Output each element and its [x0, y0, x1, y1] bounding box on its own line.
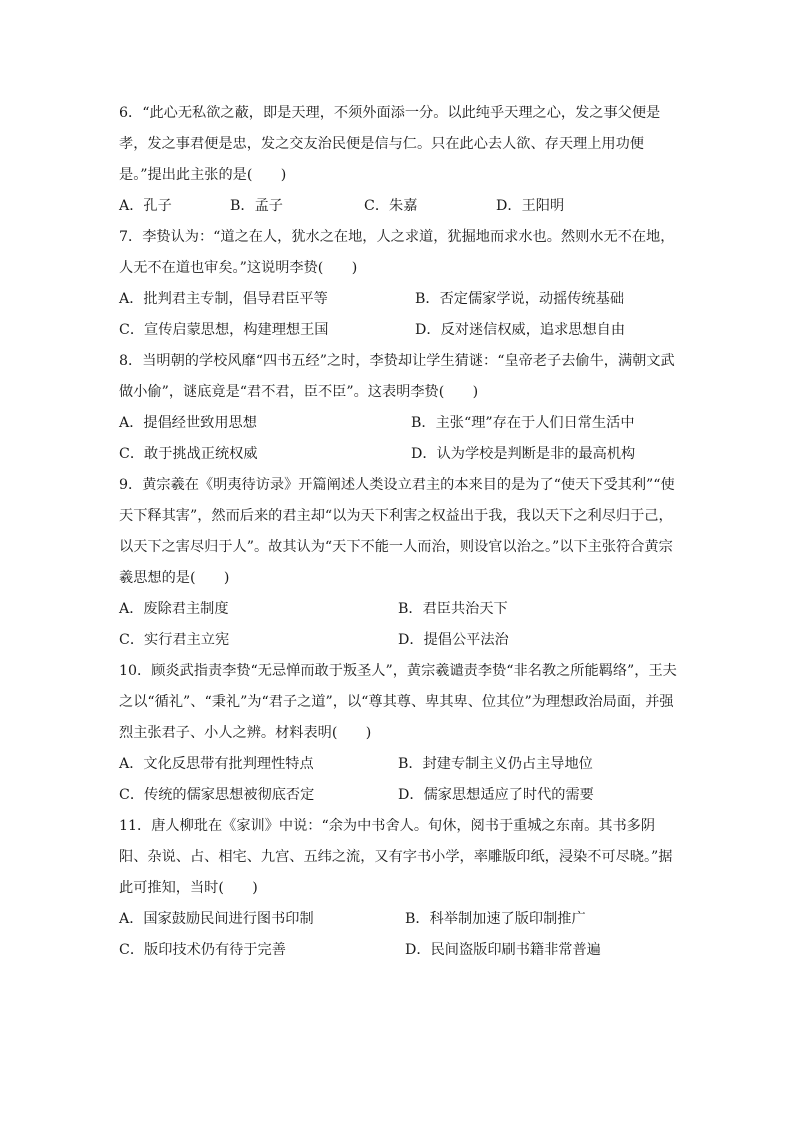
- option-b[interactable]: B．否定儒家学说，动摇传统基础: [415, 291, 625, 307]
- question-7: [119, 222, 679, 346]
- option-list: [119, 408, 679, 470]
- option-b[interactable]: B．主张“理”存在于人们日常生活中: [411, 415, 635, 431]
- question-8: [119, 346, 679, 470]
- option-b[interactable]: B．孟子: [230, 198, 283, 214]
- option-b[interactable]: B．封建专制主义仍占主导地位: [398, 756, 593, 772]
- option-c[interactable]: C．朱嘉: [364, 198, 418, 214]
- option-a[interactable]: A．提倡经世致用思想: [119, 415, 257, 431]
- option-c[interactable]: C．敢于挑战正统权威: [119, 446, 258, 462]
- option-a[interactable]: A．批判君主专制，倡导君臣平等: [119, 291, 328, 307]
- option-d[interactable]: D．提倡公平法治: [398, 632, 509, 648]
- option-c[interactable]: C．版印技术仍有待于完善: [119, 942, 286, 958]
- option-c[interactable]: C．宣传启蒙思想，构建理想王国: [119, 322, 329, 338]
- option-c[interactable]: C．传统的儒家思想被彻底否定: [119, 787, 315, 803]
- option-b[interactable]: B．科举制加速了版印制推广: [405, 911, 586, 927]
- question-stem: 8．当明朝的学校风靡“四书五经”之时，李贽却让学生猜谜：“皇帝老子去偷牛，满朝文武做小偷”，谜底竟是“君不君，臣不臣”。这表明李贽( ): [119, 353, 675, 400]
- option-list: [119, 284, 679, 346]
- option-d[interactable]: D．王阳明: [496, 198, 565, 214]
- question-stem: 9．黄宗羲在《明夷待访录》开篇阐述人类设立君主的本来目的是为了“使天下受其利”“使天下释其害”，然而后来的君主却“以为天下利害之权益出于我，我以天下之利尽归于己，以天下之害尽归于人”。故其认为“天下不能一人而治，则设官以治之。”以下主张符合黄宗羲思想的是( ): [119, 477, 675, 586]
- question-10: [119, 656, 679, 811]
- option-c[interactable]: C．实行君主立宪: [119, 632, 230, 648]
- option-a[interactable]: A．孔子: [119, 198, 172, 214]
- question-stem: 11．唐人柳玭在《家训》中说：“余为中书舍人。旬休，阅书于重城之东南。其书多阴阳、杂说、占、相宅、九宫、五纬之流，又有字书小学，率雕版印纸，浸染不可尽晓。”据此可推知，当时( ): [119, 818, 673, 896]
- option-list: [119, 594, 679, 656]
- question-6: [119, 98, 679, 222]
- question-stem: 10．顾炎武指责李贽“无忌惮而敢于叛圣人”，黄宗羲谴责李贽“非名教之所能羁络”，王夫之以“循礼”、“秉礼”为“君子之道”，以“尊其尊、卑其卑、位其位”为理想政治局面，并强烈主张君子、小人之辨。材料表明( ): [119, 663, 677, 741]
- option-list: [119, 191, 679, 222]
- option-b[interactable]: B．君臣共治天下: [398, 601, 508, 617]
- option-a[interactable]: A．文化反思带有批判理性特点: [119, 756, 314, 772]
- option-a[interactable]: A．废除君主制度: [119, 601, 229, 617]
- option-list: [119, 749, 679, 811]
- question-stem: 7．李贽认为：“道之在人，犹水之在地，人之求道，犹掘地而求水也。然则水无不在地，人无不在道也审矣。”这说明李贽( ): [119, 229, 675, 276]
- option-d[interactable]: D．儒家思想适应了时代的需要: [398, 787, 594, 803]
- option-a[interactable]: A．国家鼓励民间进行图书印制: [119, 911, 314, 927]
- exam-page: [119, 98, 679, 966]
- option-list: [119, 904, 679, 966]
- question-11: [119, 811, 679, 966]
- option-d[interactable]: D．反对迷信权威，追求思想自由: [415, 322, 626, 338]
- question-stem: 6．“此心无私欲之蔽，即是天理，不须外面添一分。以此纯乎天理之心，发之事父便是孝，发之事君便是忠，发之交友治民便是信与仁。只在此心去人欲、存天理上用功便是。”提出此主张的是( ): [119, 105, 661, 183]
- option-d[interactable]: D．认为学校是判断是非的最高机构: [411, 446, 636, 462]
- option-d[interactable]: D．民间盗版印刷书籍非常普遍: [405, 942, 601, 958]
- question-9: [119, 470, 679, 656]
